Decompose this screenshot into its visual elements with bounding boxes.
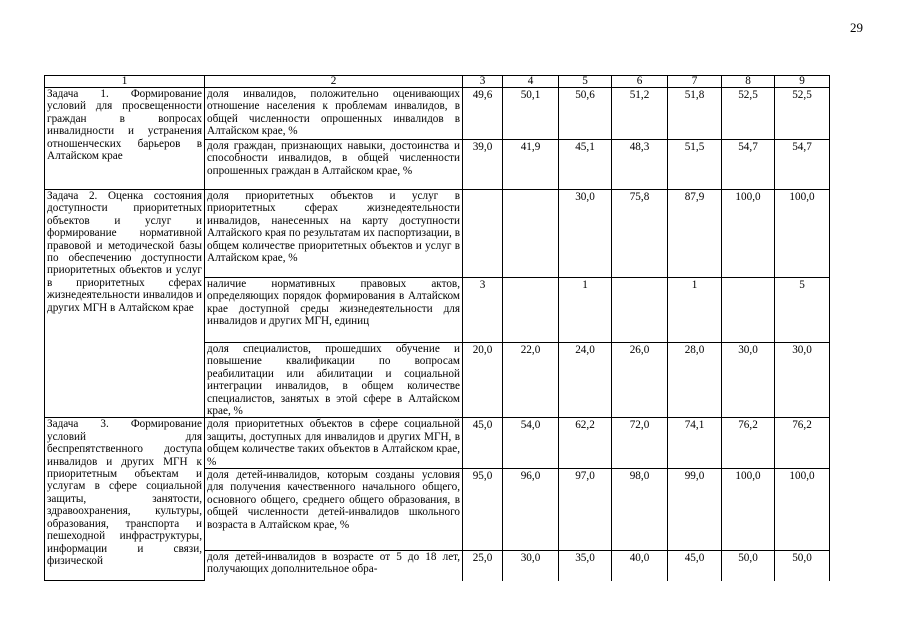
value-cell: 30,0 — [503, 551, 559, 581]
value-cell: 51,5 — [668, 140, 722, 190]
page-number: 29 — [850, 20, 863, 35]
value-cell: 62,2 — [559, 418, 612, 469]
column-header: 5 — [559, 76, 612, 88]
value-cell — [503, 278, 559, 343]
value-cell: 52,5 — [722, 88, 775, 140]
value-cell: 74,1 — [668, 418, 722, 469]
column-header: 7 — [668, 76, 722, 88]
value-cell: 50,0 — [775, 551, 830, 581]
value-cell: 20,0 — [463, 343, 503, 418]
value-cell: 22,0 — [503, 343, 559, 418]
value-cell: 50,1 — [503, 88, 559, 140]
value-cell: 3 — [463, 278, 503, 343]
value-cell: 97,0 — [559, 469, 612, 551]
value-cell: 35,0 — [559, 551, 612, 581]
value-cell: 30,0 — [559, 190, 612, 278]
value-cell: 50,6 — [559, 88, 612, 140]
value-cell: 100,0 — [722, 469, 775, 551]
value-cell: 54,7 — [722, 140, 775, 190]
value-cell: 24,0 — [559, 343, 612, 418]
indicator-cell: доля приоритетных объектов и услуг в приоритетных сферах жизнедеятельности инвалидов, нанесенных на карту доступности Алтайского края по результатам их паспортизации, в общем количестве приоритетных объектов и услуг в Алтайском крае, % — [205, 190, 463, 278]
value-cell — [722, 278, 775, 343]
value-cell: 75,8 — [612, 190, 668, 278]
value-cell: 28,0 — [668, 343, 722, 418]
indicator-cell: доля инвалидов, положительно оценивающих отношение населения к проблемам инвалидов, в общей численности опрошенных инвалидов в Алтайском крае, % — [205, 88, 463, 140]
value-cell: 54,0 — [503, 418, 559, 469]
task-cell: Задача 2. Оценка состояния доступности приоритетных объектов и услуг и формирование нормативной правовой и методической базы по обеспечению доступности приоритетных объектов и услуг в приоритетных сферах жизнедеятельности инвалидов и других МГН в Алтайском крае — [45, 190, 205, 418]
value-cell: 1 — [668, 278, 722, 343]
value-cell: 98,0 — [612, 469, 668, 551]
task-cell: Задача 3. Формирование условий для беспрепятственного доступа инвалидов и других МГН к приоритетным объектам и услугам в сфере социальной защиты, занятости, здравоохранения, культуры, образования, транспорта и пешеходной инфраструктуры, информации и связи, физической — [45, 418, 205, 581]
value-cell: 48,3 — [612, 140, 668, 190]
value-cell: 95,0 — [463, 469, 503, 551]
column-header: 2 — [205, 76, 463, 88]
value-cell: 76,2 — [775, 418, 830, 469]
value-cell: 45,0 — [668, 551, 722, 581]
value-cell: 45,0 — [463, 418, 503, 469]
value-cell: 30,0 — [722, 343, 775, 418]
table-row — [45, 190, 830, 278]
value-cell: 51,2 — [612, 88, 668, 140]
column-header: 8 — [722, 76, 775, 88]
indicator-cell: доля детей-инвалидов, которым созданы условия для получения качественного начального общего, основного общего, среднего общего образования, в общей численности детей-инвалидов школьного возраста в Алтайском крае, % — [205, 469, 463, 551]
task-cell: Задача 1. Формирование условий для просвещенности граждан в вопросах инвалидности и устранения отношенческих барьеров в Алтайском крае — [45, 88, 205, 190]
indicator-cell: доля детей-инвалидов в возрасте от 5 до 18 лет, получающих дополнительное обра- — [205, 551, 463, 581]
indicator-cell: доля приоритетных объектов в сфере социальной защиты, доступных для инвалидов и других МГН, в общем количестве таких объектов в Алтайском крае, % — [205, 418, 463, 469]
value-cell: 72,0 — [612, 418, 668, 469]
value-cell: 76,2 — [722, 418, 775, 469]
value-cell: 39,0 — [463, 140, 503, 190]
value-cell: 52,5 — [775, 88, 830, 140]
value-cell: 87,9 — [668, 190, 722, 278]
column-header: 4 — [503, 76, 559, 88]
column-header: 6 — [612, 76, 668, 88]
column-header: 9 — [775, 76, 830, 88]
value-cell — [463, 190, 503, 278]
value-cell: 49,6 — [463, 88, 503, 140]
value-cell — [503, 190, 559, 278]
table-row — [45, 88, 830, 140]
value-cell: 25,0 — [463, 551, 503, 581]
value-cell: 54,7 — [775, 140, 830, 190]
indicator-cell: доля специалистов, прошедших обучение и повышение квалификации по вопросам реабилитации или абилитации и социальной интеграции инвалидов, в общем количестве специалистов, занятых в этой сфере в Алтайском крае, % — [205, 343, 463, 418]
header-row — [45, 76, 830, 88]
value-cell: 26,0 — [612, 343, 668, 418]
value-cell: 99,0 — [668, 469, 722, 551]
indicator-cell: доля граждан, признающих навыки, достоинства и способности инвалидов, в общей численности опрошенных граждан в Алтайском крае, % — [205, 140, 463, 190]
column-header: 1 — [45, 76, 205, 88]
value-cell: 41,9 — [503, 140, 559, 190]
value-cell: 5 — [775, 278, 830, 343]
indicator-cell: наличие нормативных правовых актов, определяющих порядок формирования в Алтайском крае доступной среды жизнедеятельности для инвалидов и других МГН, единиц — [205, 278, 463, 343]
value-cell: 51,8 — [668, 88, 722, 140]
value-cell: 1 — [559, 278, 612, 343]
column-header: 3 — [463, 76, 503, 88]
value-cell: 50,0 — [722, 551, 775, 581]
value-cell: 96,0 — [503, 469, 559, 551]
value-cell: 45,1 — [559, 140, 612, 190]
value-cell: 30,0 — [775, 343, 830, 418]
value-cell: 100,0 — [775, 469, 830, 551]
value-cell — [612, 278, 668, 343]
table-row — [45, 418, 830, 469]
value-cell: 40,0 — [612, 551, 668, 581]
value-cell: 100,0 — [722, 190, 775, 278]
value-cell: 100,0 — [775, 190, 830, 278]
indicators-table — [44, 75, 830, 581]
